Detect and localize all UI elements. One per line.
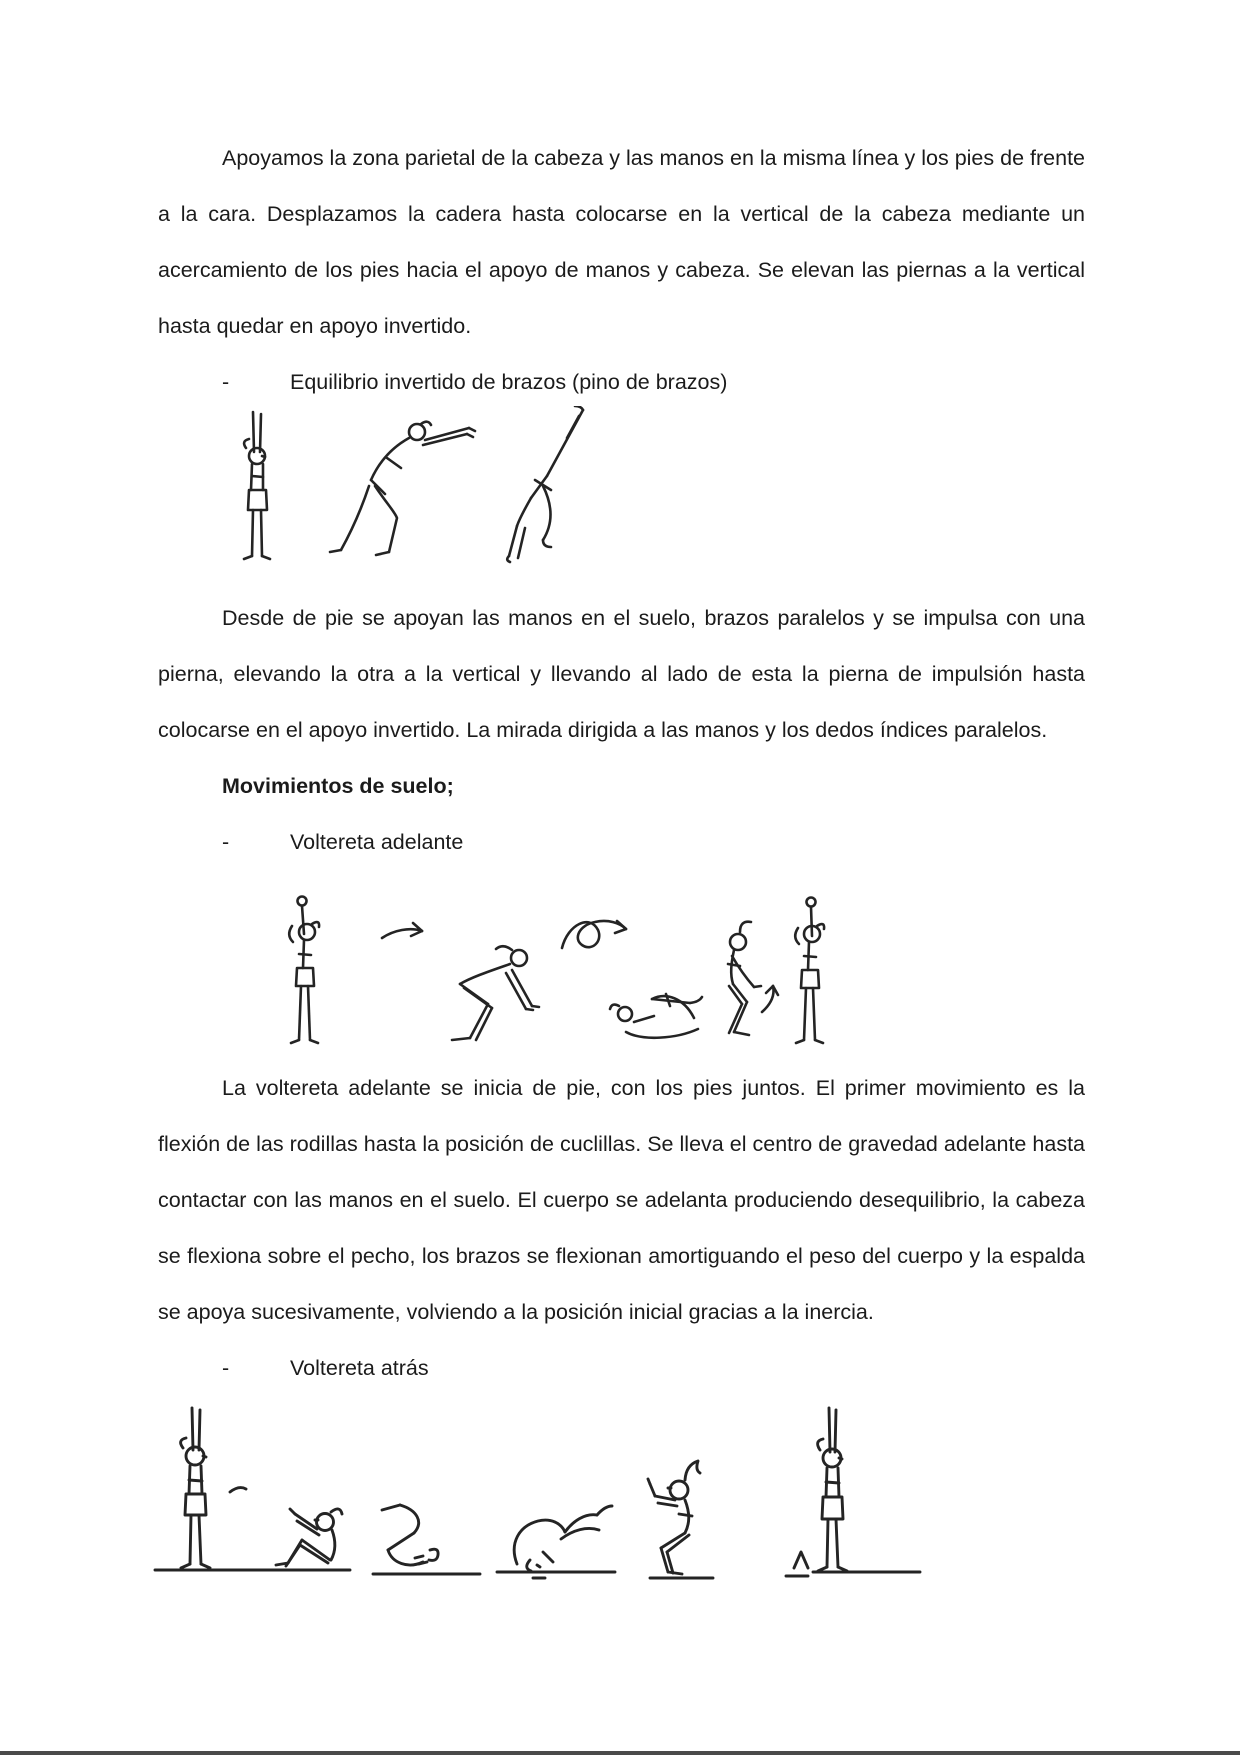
figure-inverted-tuck	[497, 1506, 615, 1578]
figure-roll-backward	[373, 1505, 480, 1574]
heading-movimientos-de-suelo: Movimientos de suelo;	[222, 774, 454, 798]
voltereta-adelante-drawing	[270, 892, 850, 1067]
figure-kick-to-handstand	[507, 406, 583, 562]
illustration-voltereta-adelante	[158, 870, 1085, 1060]
illustration-pino-de-brazos	[158, 410, 1085, 590]
bullet-pino-de-brazos	[158, 354, 1085, 410]
figure-stand-start	[155, 1408, 350, 1570]
bullet-dash-icon: -	[222, 1356, 230, 1380]
page-bottom-edge	[0, 1751, 1240, 1755]
bullet-dash-icon: -	[222, 830, 230, 854]
page-content	[158, 130, 1085, 1587]
figure-stand-finish	[786, 1408, 920, 1576]
bullet-voltereta-atras-label: Voltereta atrás	[290, 1356, 429, 1380]
figure-rolling-on-back	[610, 994, 702, 1038]
figure-rising-squat	[728, 922, 778, 1035]
voltereta-atras-drawing	[145, 1402, 995, 1592]
paragraph-apoyo-invertido: Apoyamos la zona parietal de la cabeza y las manos en la misma línea y los pies de frente a la cara. Desplazamos la cadera hasta colocarse en la vertical de la cabeza mediante un acercamiento de los pies hacia el apoyo de manos y cabeza. Se elevan las piernas a la vertical hasta quedar en apoyo invertido.	[158, 146, 1085, 338]
arrow-forward-icon	[382, 923, 422, 938]
bullet-voltereta-atras	[158, 1340, 1085, 1396]
figure-stand-arms-up	[244, 412, 270, 559]
paragraph-desde-de-pie: Desde de pie se apoyan las manos en el suelo, brazos paralelos y se impulsa con una pierna, elevando la otra a la vertical y llevando al lado de esta la pierna de impulsión hasta colocarse en el apoyo invertido. La mirada dirigida a las manos y los dedos índices paralelos.	[158, 606, 1085, 742]
figure-stand-finish	[795, 898, 824, 1044]
figure-sitting	[276, 1509, 342, 1566]
figure-lean-forward	[330, 422, 475, 555]
roll-loop-arrow-icon	[562, 921, 626, 948]
figure-squat-rise	[648, 1461, 713, 1578]
figure-crouch-hands-down	[452, 946, 539, 1040]
figure-stand-start	[289, 897, 319, 1044]
paragraph-voltereta-adelante: La voltereta adelante se inicia de pie, con los pies juntos. El primer movimiento es la flexión de las rodillas hasta la posición de cuclillas. Se lleva el centro de gravedad adelante hasta contactar con las manos en el suelo. El cuerpo se adelanta produciendo desequilibrio, la cabeza se flexiona sobre el pecho, los brazos se flexionan amortiguando el peso del cuerpo y la espalda se apoya sucesivamente, volviendo a la posición inicial gracias a la inercia.	[158, 1076, 1085, 1324]
illustration-voltereta-atras	[158, 1396, 1085, 1587]
bullet-dash-icon: -	[222, 370, 230, 394]
bullet-voltereta-adelante	[158, 814, 1085, 870]
bullet-voltereta-adelante-label: Voltereta adelante	[290, 830, 464, 854]
pino-sequence-drawing	[225, 406, 605, 571]
bullet-pino-label: Equilibrio invertido de brazos (pino de brazos)	[290, 370, 728, 394]
